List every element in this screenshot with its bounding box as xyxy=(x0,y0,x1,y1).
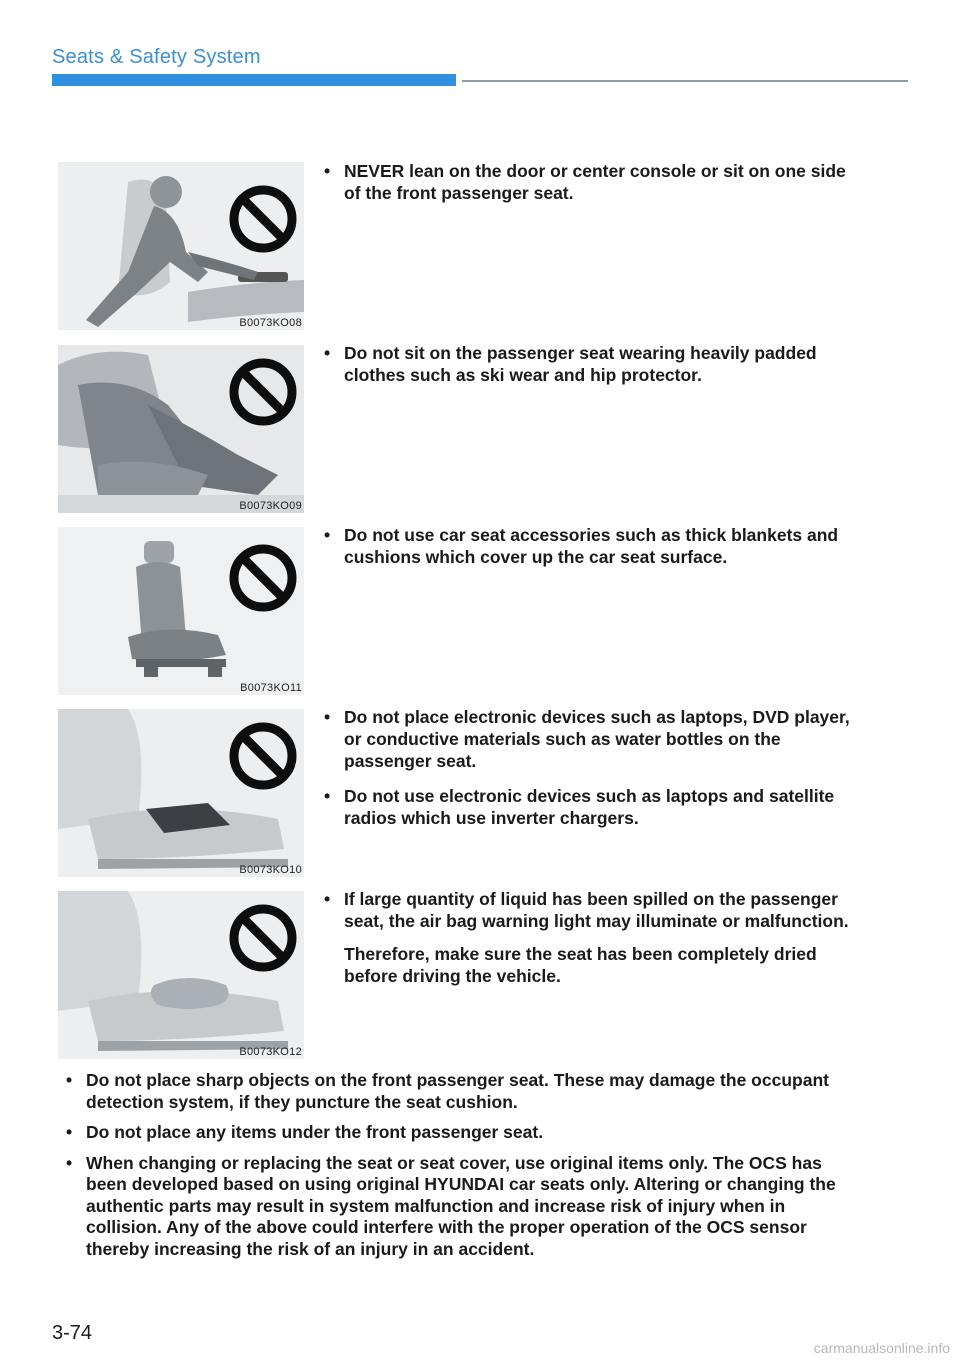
prohibition-icon xyxy=(228,184,298,254)
warning-block-1 xyxy=(322,160,862,217)
figure-liquid-spill xyxy=(58,891,304,1059)
warning-bullet: • NEVER lean on the door or center console or sit on one side of the front passenger seat. xyxy=(322,160,862,204)
bottom-bullet: • Do not place any items under the front passenger seat. xyxy=(64,1122,864,1144)
warning-block-2 xyxy=(322,342,862,399)
warning-continuation: Therefore, make sure the seat has been completely dried before driving the vehicle. xyxy=(344,944,817,986)
figure-code: B0073KO08 xyxy=(239,317,302,329)
figure-code: B0073KO11 xyxy=(240,682,302,694)
warning-bullet: • Do not use car seat accessories such as thick blankets and cushions which cover up the car seat surface. xyxy=(322,524,862,568)
figure-code: B0073KO10 xyxy=(239,864,302,876)
figure-laptop-on-seat xyxy=(58,709,304,877)
section-title: Seats & Safety System xyxy=(52,46,261,68)
prohibition-icon xyxy=(228,903,298,973)
figure-code: B0073KO12 xyxy=(239,1046,302,1058)
prohibition-icon xyxy=(228,543,298,613)
warning-block-4 xyxy=(322,706,862,842)
header-rule-accent xyxy=(52,74,456,86)
header-rule xyxy=(462,80,908,82)
warning-bullet: • If large quantity of liquid has been spilled on the passenger seat, the air bag warning light may illuminate or malfunction. xyxy=(322,888,862,932)
prohibition-icon xyxy=(228,721,298,791)
warning-bullet: • Do not use electronic devices such as laptops and satellite radios which use inverter chargers. xyxy=(322,785,862,829)
warning-bullet: • Do not sit on the passenger seat wearing heavily padded clothes such as ski wear and hip protector. xyxy=(322,342,862,386)
figure-padded-clothes xyxy=(58,345,304,513)
figure-leaning-person xyxy=(58,162,304,330)
page-number: 3-74 xyxy=(52,1322,93,1344)
bottom-bullet: • Do not place sharp objects on the front passenger seat. These may damage the occupant detection system, if they puncture the seat cushion. xyxy=(64,1070,864,1113)
figure-code: B0073KO09 xyxy=(239,500,302,512)
warning-block-5 xyxy=(322,888,862,1000)
bottom-bullet: • When changing or replacing the seat or seat cover, use original items only. The OCS has been developed based on using original HYUNDAI car seats only. Altering or changing the authentic parts may result in system malfunction and increase risk of injury when in collision. Any of the above could interfere with the proper operation of the OCS sensor thereby increasing the risk of an injury in an accident. xyxy=(64,1153,864,1261)
bottom-warnings xyxy=(64,1070,864,1269)
figure-seat-accessories xyxy=(58,527,304,695)
warning-bullet: • Do not place electronic devices such as laptops, DVD player, or conductive materials such as water bottles on the passenger seat. xyxy=(322,706,862,772)
warning-block-3 xyxy=(322,524,862,581)
watermark: carmanualsonline.info xyxy=(813,1340,950,1356)
prohibition-icon xyxy=(228,357,298,427)
